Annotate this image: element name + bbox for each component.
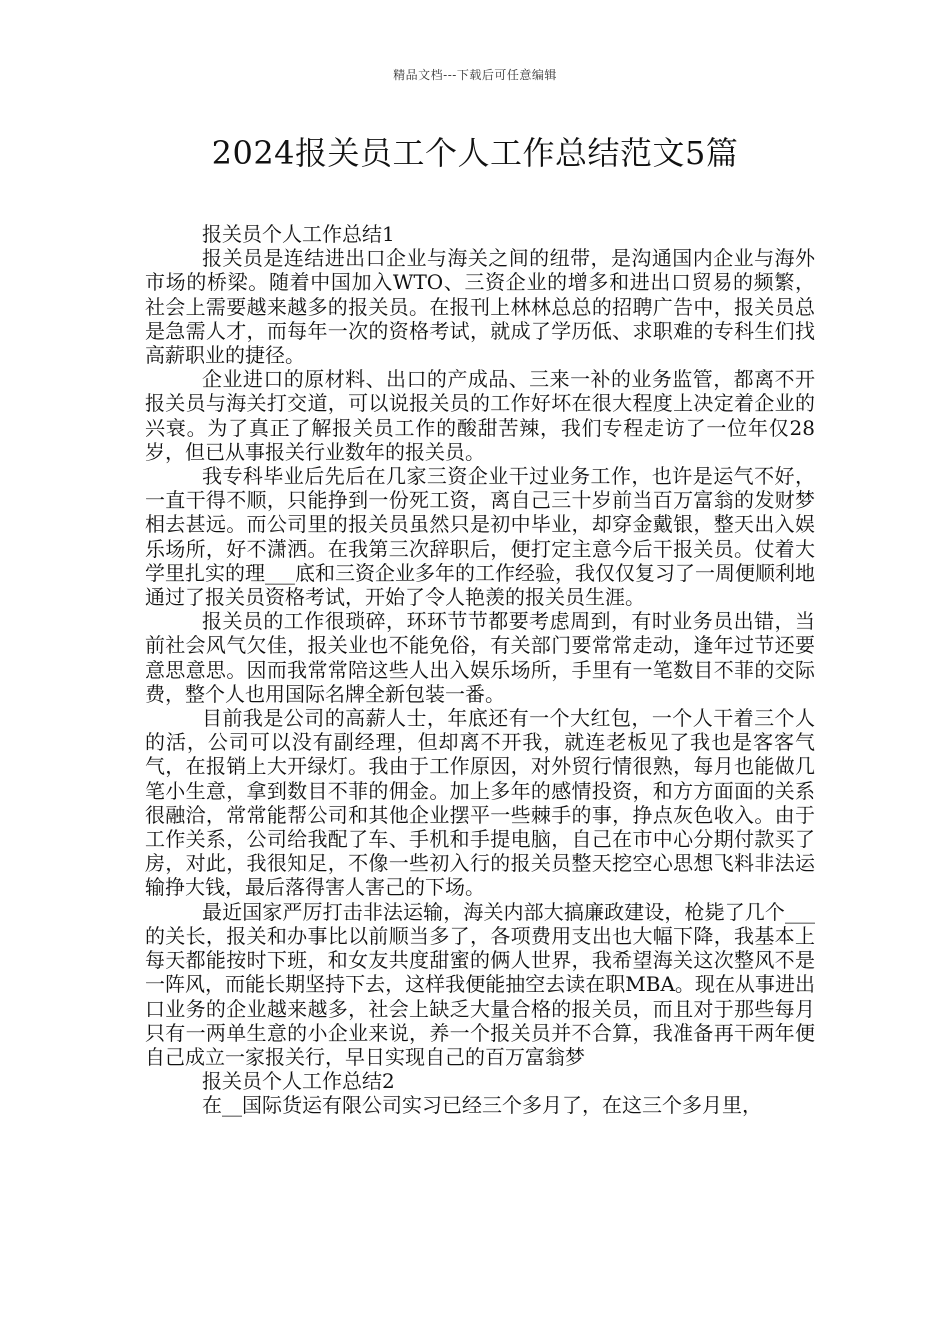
paragraph: 我专科毕业后先后在几家三资企业干过业务工作，也许是运气不好，一直干得不顺，只能挣到一份死工资，离自己三十岁前当百万富翁的发财梦相去甚远。而公司里的报关员虽然只是初中毕业，却穿金戴银，整天出入娱乐场所，好不潇洒。在我第三次辞职后，便打定主意今后干报关员。仗着大学里扎实的理___底和三资企业多年的工作经验，我仅仅复习了一周便顺利地通过了报关员资格考试，开始了令人艳羡的报关员生涯。 [145,464,815,610]
section-heading-2: 报关员个人工作总结2 [202,1069,395,1094]
section-heading-1: 报关员个人工作总结1 [202,222,395,246]
paragraph: 在__国际货运有限公司实习已经三个多月了，在这三个多月里， [202,1093,762,1118]
paragraph: 目前我是公司的高薪人士，年底还有一个大红包，一个人干着三个人的活，公司可以没有副经理，但却离不开我，就连老板见了我也是客客气气，在报销上大开绿灯。我由于工作原因，对外贸行情很熟，每月也能做几笔小生意，拿到数目不菲的佣金。加上多年的感情投资，和方方面面的关系很融洽，常常能帮公司和其他企业摆平一些棘手的事，挣点灰色收入。由于工作关系，公司给我配了车、手机和手提电脑，自己在市中心分期付款买了房，对此，我很知足，不像一些初入行的报关员整天挖空心思想飞料非法运输挣大钱，最后落得害人害己的下场。 [145,706,815,900]
document-title: 2024报关员工个人工作总结范文5篇 [211,134,739,172]
paragraph: 企业进口的原材料、出口的产成品、三来一补的业务监管，都离不开报关员与海关打交道，可以说报关员的工作好坏在很大程度上决定着企业的兴衰。为了真正了解报关员工作的酸甜苦辣，我们专程走访了一位年仅28岁，但已从事报关行业数年的报关员。 [145,367,815,464]
document-body [145,222,815,1118]
paragraph: 报关员的工作很琐碎，环环节节都要考虑周到，有时业务员出错，当前社会风气欠佳，报关业也不能免俗，有关部门要常常走动，逢年过节还要意思意思。因而我常常陪这些人出入娱乐场所，手里有一笔数目不菲的交际费，整个人也用国际名牌全新包装一番。 [145,609,815,706]
paragraph: 报关员是连结进出口企业与海关之间的纽带，是沟通国内企业与海外市场的桥梁。随着中国加入WTO、三资企业的增多和进出口贸易的频繁，社会上需要越来越多的报关员。在报刊上林林总总的招聘广告中，报关员总是急需人才，而每年一次的资格考试，就成了学历低、求职难的专科生们找高薪职业的捷径。 [145,246,815,368]
header-note: 精品文档---下载后可任意编辑 [393,68,557,82]
paragraph: 最近国家严厉打击非法运输，海关内部大搞廉政建设，枪毙了几个___的关长，报关和办事比以前顺当多了，各项费用支出也大幅下降，我基本上每天都能按时下班，和女友共度甜蜜的俩人世界，我希望海关这次整风不是一阵风，而能长期坚持下去，这样我便能抽空去读在职MBA。现在从事进出口业务的企业越来越多，社会上缺乏大量合格的报关员，而且对于那些每月只有一两单生意的小企业来说，养一个报关员并不合算，我准备再干两年便自己成立一家报关行，早日实现自己的百万富翁梦 [145,899,815,1069]
